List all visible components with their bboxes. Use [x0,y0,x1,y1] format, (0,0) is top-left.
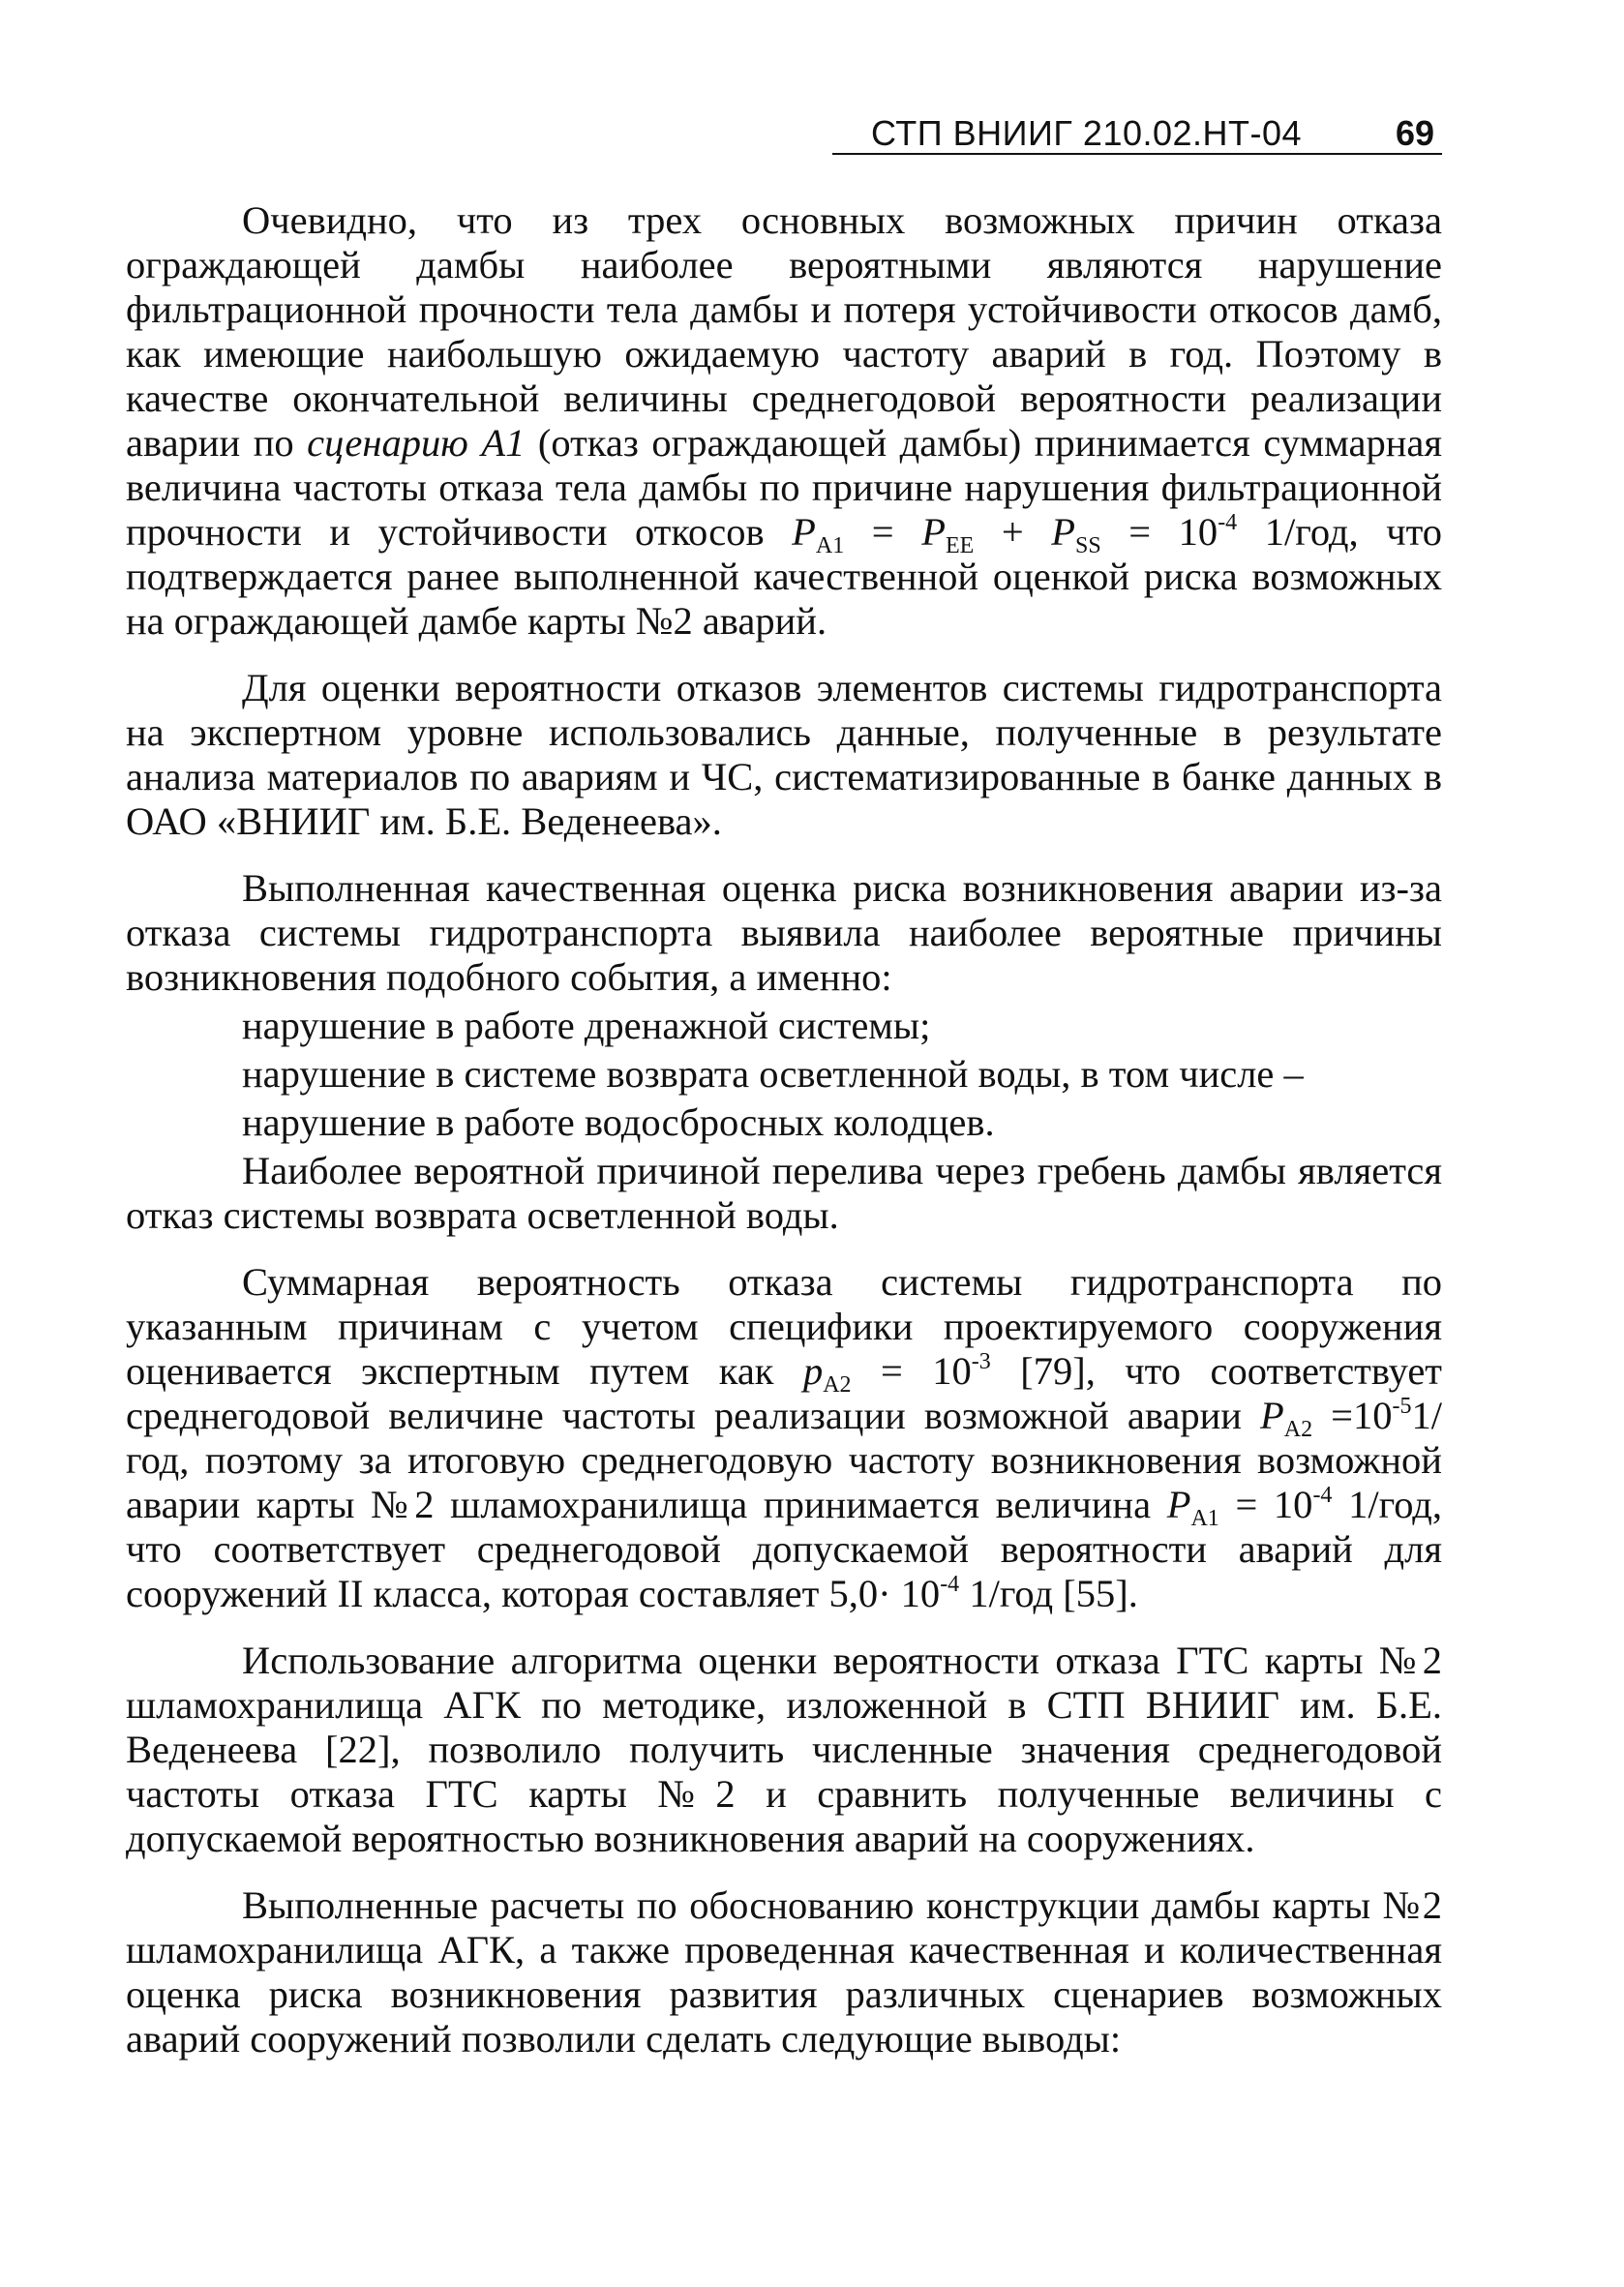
list-item: нарушение в работе водосбросных колодцев. [242,1100,995,1144]
running-header [832,114,1442,155]
document-code: СТП ВНИИГ 210.02.НТ-04 [871,113,1303,153]
page-number: 69 [1395,113,1434,153]
scenario-reference: сценарию А1 [307,421,526,465]
paragraph-5: Суммарная вероятность отказа системы гидротранспорта по указанным причинам с учетом специфики проектируемого сооружения оценивается экспертным путем как $p_{A2} = 10^{-3}$ [79], что соответствует среднегодовой величине частоты реализации возможной аварии $P_{A2} =10^{-5}1/год$, поэтому за итоговую среднегодовую частоту возникновения возможной аварии карты №2 шламохранилища принимается величина $P_{A1} = 10^{-4}$ 1/год, что соответствует среднегодовой допускаемой вероятности аварий для сооружений II класса, которая составляет $5,0\cdot 10^{-4}$ 1/год [55]. [126,1260,1443,1615]
paragraph-3: Выполненная качественная оценка риска возникновения аварии из-за отказа системы гидротранспорта выявила наиболее вероятные причины возникновения подобного события, а именно: [126,866,1442,999]
paragraph-6: Использование алгоритма оценки вероятности отказа ГТС карты №2 шламохранилища АГК по методике, изложенной в СТП ВНИИГ им. Б.Е. Веденеева [22], позволило получить численные значения среднегодовой частоты отказа ГТС карты №2 и сравнить полученные величины с допускаемой вероятностью возникновения аварий на сооружениях. [126,1639,1442,1860]
paragraph-2: Для оценки вероятности отказов элементов системы гидротранспорта на экспертном уровне использовались данные, полученные в результате анализа материалов по авариям и ЧС, систематизированные в банке данных в ОАО «ВНИИГ им. Б.Е. Веденеева». [126,666,1442,843]
paragraph-7: Выполненные расчеты по обоснованию конструкции дамбы карты №2 шламохранилища АГК, а также проведенная качественная и количественная оценка риска возникновения развития различных сценариев возможных аварий сооружений позволили сделать следующие выводы: [126,1883,1442,2061]
paragraph-4: Наиболее вероятной причиной перелива через гребень дамбы является отказ системы возврата осветленной воды. [126,1149,1442,1237]
paragraph-1: Очевидно, что из трех основных возможных причин отказа ограждающей дамбы наиболее вероятными являются нарушение фильтрационной прочности тела дамбы и потеря устойчивости откосов дамб, как имеющие наибольшую ожидаемую частоту аварий в год. Поэтому в качестве окончательной величины среднегодовой вероятности реализации аварии по сценарию А1 (отказ ограждающей дамбы) принимается суммарная величина частоты отказа тела дамбы по причине нарушения фильтрационной прочности и устойчивости откосов $P_{A1} = P_{EE} + P_{SS} = 10^{-4}$ 1/год, что подтверждается ранее выполненной качественной оценкой риска возможных на ограждающей дамбе карты №2 аварий. [126,198,1443,643]
list-item: нарушение в системе возврата осветленной воды, в том числе – [242,1052,1304,1096]
body-text [126,198,1442,2084]
list-item: нарушение в работе дренажной системы; [242,1004,931,1047]
